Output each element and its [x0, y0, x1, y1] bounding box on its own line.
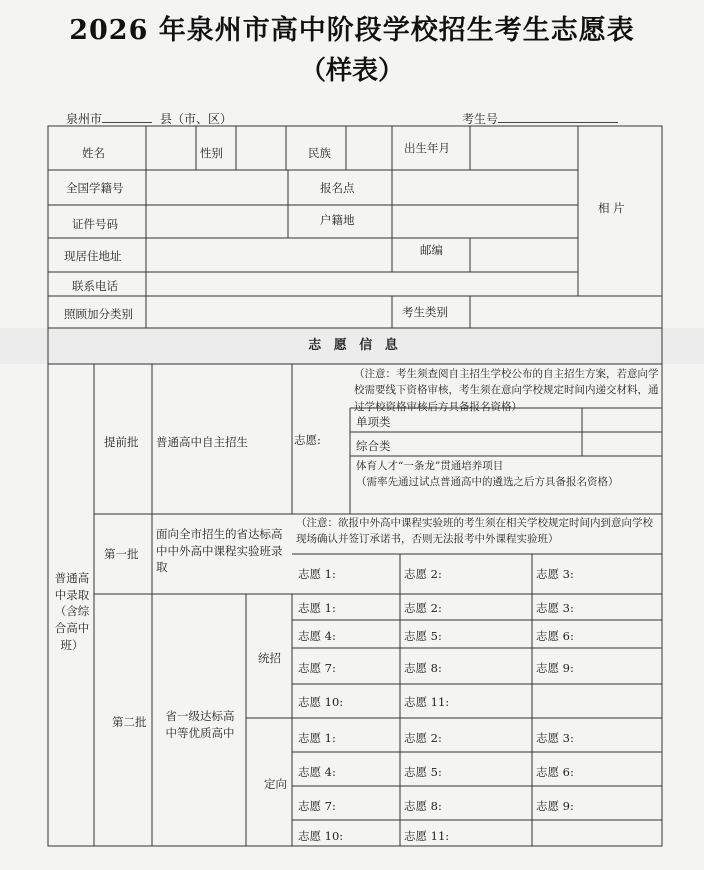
unified-wish-6: 志愿 6:	[536, 629, 574, 643]
directed-wish-10: 志愿 10:	[298, 829, 344, 843]
student-id-label: 全国学籍号	[66, 181, 124, 195]
reg-point-label: 报名点	[320, 181, 355, 195]
exam-no-label: 考生号	[462, 110, 618, 127]
ethnicity-label: 民族	[308, 146, 331, 160]
unified-wish-2: 志愿 2:	[404, 601, 442, 615]
directed-wish-4: 志愿 4:	[298, 765, 336, 779]
first-batch-label: 第一批	[104, 547, 139, 561]
postcode-label: 邮编	[420, 243, 443, 257]
directed-wish-5: 志愿 5:	[404, 765, 442, 779]
first-wish-3: 志愿 3:	[536, 567, 574, 581]
photo-label: 相 片	[598, 201, 625, 215]
unified-wish-8: 志愿 8:	[404, 661, 442, 675]
unified-wish-10: 志愿 10:	[298, 695, 344, 709]
early-item-combined: 综合类	[356, 439, 391, 453]
unified-wish-4: 志愿 4:	[298, 629, 336, 643]
unified-wish-3: 志愿 3:	[536, 601, 574, 615]
city-label: 泉州市	[66, 110, 152, 127]
unified-wish-9: 志愿 9:	[536, 661, 574, 675]
directed-wish-2: 志愿 2:	[404, 731, 442, 745]
directed-wish-9: 志愿 9:	[536, 799, 574, 813]
bonus-label: 照顾加分类别	[64, 307, 133, 321]
first-wish-1: 志愿 1:	[298, 567, 336, 581]
county-label: 县（市、区）	[160, 112, 233, 126]
name-label: 姓名	[82, 146, 105, 160]
unified-label: 统招	[258, 651, 281, 665]
first-note: （注意：欲报中外高中课程实验班的考生须在相关学校规定时间内到意向学校现场确认并签订承诺书，否则无法报考中外课程实验班）	[296, 517, 653, 546]
first-batch-desc: 面向全市招生的省达标高中中外高中课程实验班录取	[156, 527, 283, 575]
birth-label: 出生年月	[404, 141, 450, 155]
early-note: （注意：考生须查阅自主招生学校公布的自主招生方案，若意向学校需要线下资格审核，考生须在意向学校规定时间内递交材料，通过学校资格审核后方具备报名资格）	[354, 368, 659, 413]
directed-wish-3: 志愿 3:	[536, 731, 574, 745]
form-subtitle: （样表）	[299, 56, 404, 86]
early-batch-label: 提前批	[104, 435, 139, 449]
hukou-label: 户籍地	[320, 213, 355, 227]
directed-wish-6: 志愿 6:	[536, 765, 574, 779]
first-wish-2: 志愿 2:	[404, 567, 442, 581]
directed-wish-8: 志愿 8:	[404, 799, 442, 813]
directed-wish-7: 志愿 7:	[298, 799, 336, 813]
directed-wish-11: 志愿 11:	[404, 829, 450, 843]
unified-wish-11: 志愿 11:	[404, 695, 450, 709]
directed-label: 定向	[264, 777, 287, 791]
phone-label: 联系电话	[72, 279, 118, 293]
directed-wish-1: 志愿 1:	[298, 731, 336, 745]
unified-wish-5: 志愿 5:	[404, 629, 442, 643]
second-batch-desc: 省一级达标高中等优质高中	[165, 709, 235, 740]
early-item-sports: 体育人才“一条龙”贯通培养项目 （需率先通过试点普通高中的遴选之后方具备报名资格）	[356, 460, 619, 489]
gender-label: 性别	[200, 146, 223, 160]
unified-wish-7: 志愿 7:	[298, 661, 336, 675]
early-item-single: 单项类	[356, 415, 391, 429]
second-batch-label: 第二批	[112, 715, 147, 729]
early-wish-label: 志愿:	[294, 433, 321, 447]
early-type: 普通高中自主招生	[156, 435, 248, 449]
unified-wish-1: 志愿 1:	[298, 601, 336, 615]
id-no-label: 证件号码	[72, 217, 118, 231]
category-label: 考生类别	[402, 305, 448, 319]
main-category-label: 普通高中录取（含综合高中班）	[54, 571, 90, 652]
form-title: 2026 年泉州市高中阶段学校招生考生志愿表	[69, 15, 635, 46]
address-label: 现居住地址	[64, 249, 122, 263]
section-title: 志 愿 信 息	[308, 338, 402, 353]
